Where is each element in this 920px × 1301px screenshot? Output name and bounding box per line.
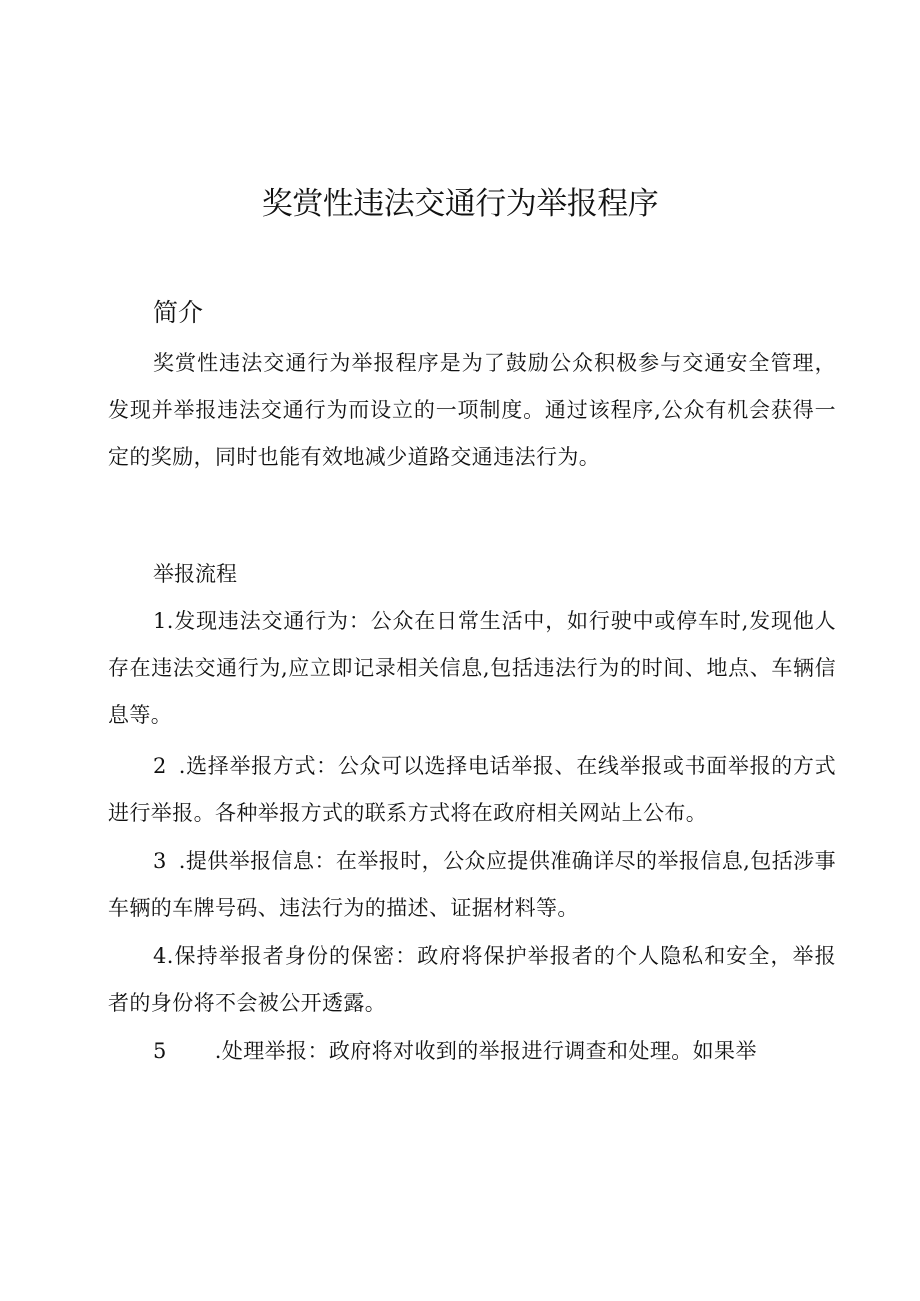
step-number: 3	[153, 849, 167, 873]
step-number: 1.	[153, 609, 174, 633]
step-text: 发现违法交通行为：公众在日常生活中，如行驶中或停车时,发现他人存在违法交通行为,应立即记录相关信息,包括违法行为的时间、地点、车辆信息等。	[108, 609, 836, 727]
step-item-4	[108, 933, 836, 1027]
step-text: 保持举报者身份的保密：政府将保护举报者的个人隐私和安全，举报者的身份将不会被公开透露。	[108, 944, 836, 1015]
intro-paragraph: 奖赏性违法交通行为举报程序是为了鼓励公众积极参与交通安全管理，发现并举报违法交通行为而设立的一项制度。通过该程序,公众有机会获得一定的奖励，同时也能有效地减少道路交通违法行为。	[108, 351, 836, 469]
intro-heading: 简介	[153, 298, 204, 327]
flow-heading: 举报流程	[153, 562, 237, 586]
step-number: 5	[153, 1039, 167, 1063]
step-item-2	[108, 743, 836, 837]
step-text: .提供举报信息：在举报时，公众应提供准确详尽的举报信息,包括涉事车辆的车牌号码、违法行为的描述、证据材料等。	[108, 849, 836, 920]
step-number: 2	[153, 754, 167, 778]
step-number: 4.	[153, 944, 174, 968]
document-title: 奖赏性违法交通行为举报程序	[261, 186, 659, 222]
step-item-3	[108, 838, 836, 932]
step-item-5	[108, 1028, 836, 1075]
step-text: .选择举报方式：公众可以选择电话举报、在线举报或书面举报的方式进行举报。各种举报方式的联系方式将在政府相关网站上公布。	[108, 754, 836, 825]
step-text: .处理举报：政府将对收到的举报进行调查和处理。如果举	[214, 1039, 757, 1063]
step-item-1	[108, 598, 836, 739]
